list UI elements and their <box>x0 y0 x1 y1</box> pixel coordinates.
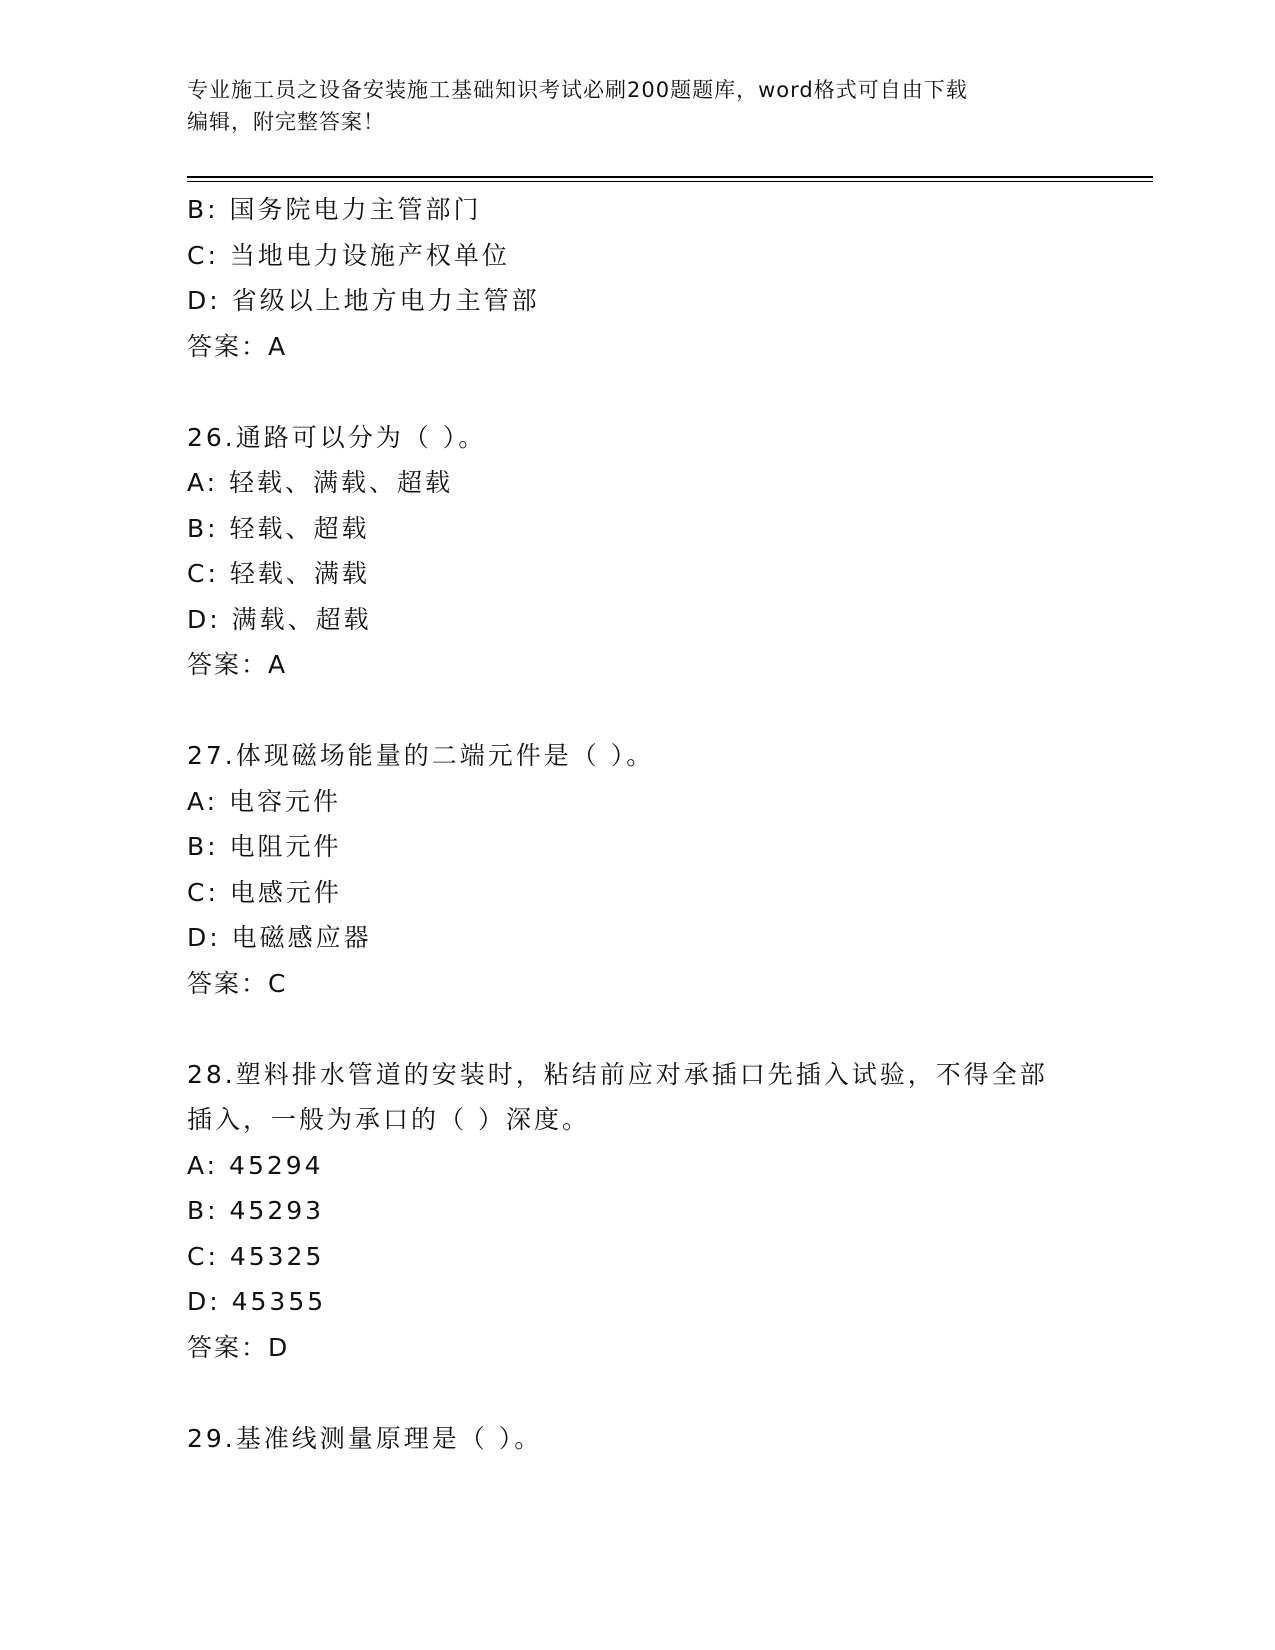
spacer <box>187 1006 1087 1052</box>
question-block-27 <box>187 733 1087 1006</box>
option-a: A: 轻载、满载、超载 <box>187 468 454 497</box>
question-block-28 <box>187 1052 1087 1371</box>
option-b: B: 轻载、超载 <box>187 513 370 543</box>
spacer <box>187 369 1087 415</box>
option-d: D: 满载、超载 <box>187 604 372 634</box>
document-header <box>187 74 1087 138</box>
spacer <box>187 688 1087 734</box>
option-b: B: 国务院电力主管部门 <box>187 195 482 224</box>
question-stem: 27.体现磁场能量的二端元件是（ ）。 <box>187 741 655 770</box>
question-stem: 29.基准线测量原理是（ ）。 <box>187 1423 543 1453</box>
option-c: C: 电感元件 <box>187 877 342 907</box>
question-stem: 26.通路可以分为（ ）。 <box>187 422 487 452</box>
header-line-1: 专业施工员之设备安装施工基础知识考试必刷200题题库，word格式可自由下载 <box>187 78 968 102</box>
answer: 答案：A <box>187 331 288 361</box>
question-list <box>187 187 1087 1461</box>
option-c: C: 轻载、满载 <box>187 559 370 588</box>
answer: 答案：A <box>187 650 288 679</box>
header-line-2: 编辑，附完整答案！ <box>187 110 385 134</box>
option-a: A: 45294 <box>187 1150 324 1180</box>
option-b: B: 45293 <box>187 1196 325 1225</box>
option-c: C: 45325 <box>187 1241 325 1271</box>
spacer <box>187 1370 1087 1416</box>
header-rule-thin <box>187 181 1153 182</box>
question-stem-line-2: 插入，一般为承口的（ ）深度。 <box>187 1105 590 1134</box>
answer: 答案：D <box>187 1332 290 1362</box>
question-stem-line-1: 28.塑料排水管道的安装时，粘结前应对承插口先插入试验，不得全部 <box>187 1059 1048 1089</box>
option-b: B: 电阻元件 <box>187 832 342 861</box>
header-rule-thick <box>187 176 1153 178</box>
answer: 答案：C <box>187 968 288 998</box>
option-d: D: 省级以上地方电力主管部 <box>187 286 540 315</box>
option-d: D: 电磁感应器 <box>187 923 372 952</box>
option-d: D: 45355 <box>187 1287 327 1316</box>
question-block-29 <box>187 1416 1087 1462</box>
question-block-25 <box>187 187 1087 369</box>
option-a: A: 电容元件 <box>187 786 342 816</box>
question-block-26 <box>187 415 1087 688</box>
option-c: C: 当地电力设施产权单位 <box>187 240 510 270</box>
